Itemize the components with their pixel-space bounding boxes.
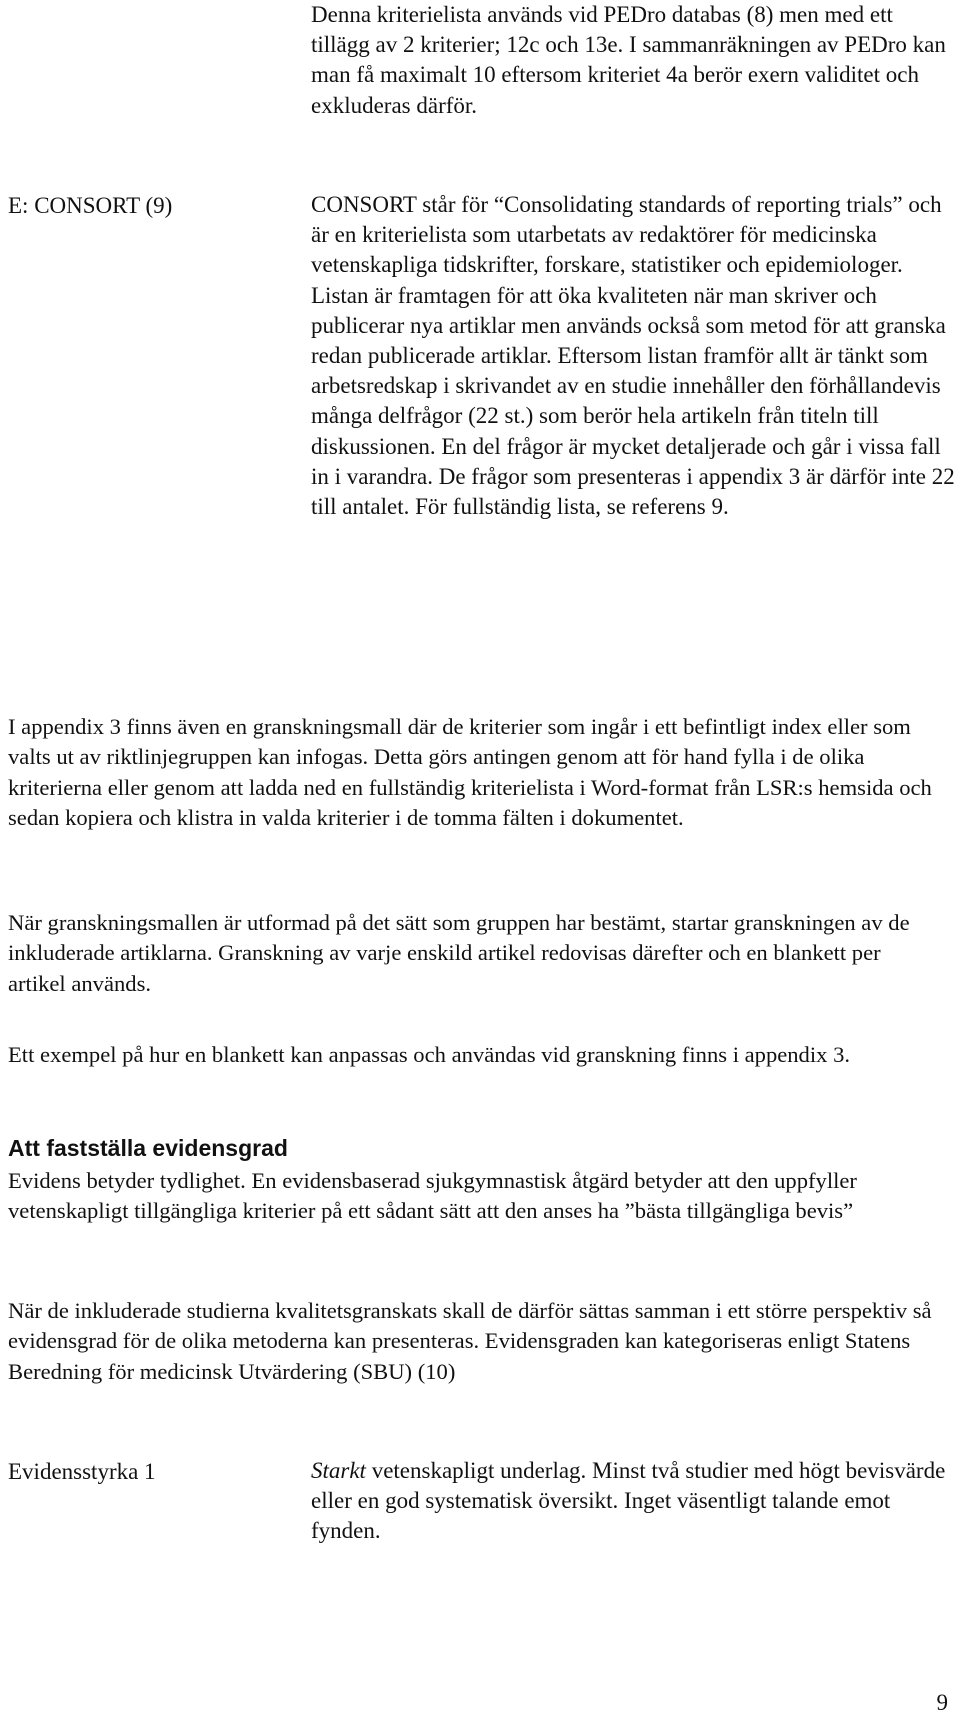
example-paragraph: Ett exempel på hur en blankett kan anpassas och användas vid granskning finns i appendix 3.	[8, 1042, 851, 1067]
pedro-note: Denna kriterielista används vid PEDro databas (8) men med ett tillägg av 2 kriterier; 12c och 13e. I sammanräkningen av PEDro kan man få maximalt 10 eftersom kriteriet 4a berör exern validitet och exkluderas därför.	[311, 2, 946, 118]
granskningsmall-paragraph: När granskningsmallen är utformad på det sätt som gruppen har bestämt, startar granskningen av de inkluderade artiklarna. Granskning av varje enskild artikel redovisas därefter och en blankett per artikel används.	[8, 910, 910, 996]
section-heading: Att fastställa evidensgrad	[8, 1135, 288, 1161]
appendix-paragraph: I appendix 3 finns även en granskningsmall där de kriterier som ingår i ett befintligt index eller som valts ut av riktlinjegruppen kan infogas. Detta görs antingen genom att för hand fylla i de olika kriterierna eller genom att ladda ned en fullständig kriterielista i Word-format från LSR:s hemsida och sedan kopiera och klistra in valda kriterier i de tomma fälten i dokumentet.	[8, 714, 932, 831]
kvalitet-paragraph: När de inkluderade studierna kvalitetsgranskats skall de därför sättas samman i ett större perspektiv så evidensgrad för de olika metoderna kan presenteras. Evidensgraden kan kategoriseras enligt Statens Beredning för medicinsk Utvärdering (SBU) (10)	[8, 1298, 932, 1384]
page-number: 9	[936, 1690, 948, 1715]
evidensstyrka-description	[311, 1456, 951, 1547]
evidens-paragraph: Evidens betyder tydlighet. En evidensbaserad sjukgymnastisk åtgärd betyder att den uppfyller vetenskapligt tillgängliga kriterier på ett sådant sätt att den anses ha ”bästa tillgängliga bevis”	[8, 1168, 857, 1224]
evidensstyrka-term: Starkt	[311, 1458, 366, 1483]
consort-description: CONSORT står för “Consolidating standards of reporting trials” och är en kriterielista som utarbetats av redaktörer för medicinska vetenskapliga tidskrifter, forskare, statistiker och epidemiologer. Listan är framtagen för att öka kvaliteten när man skriver och publicerar nya artiklar men används också som metod för att granska redan publicerade artiklar. Eftersom listan framför allt är tänkt som arbetsredskap i skrivandet av en studie innehåller den förhållandevis många delfrågor (22 st.) som berör hela artikeln från titeln till diskussionen. En del frågor är mycket detaljerade och går i vissa fall in i varandra. De frågor som presenteras i appendix 3 är därför inte 22 till antalet. För fullständig lista, se referens 9.	[311, 192, 955, 520]
consort-label: E: CONSORT (9)	[8, 193, 173, 218]
evidensstyrka-label: Evidensstyrka 1	[8, 1459, 156, 1484]
evidensstyrka-text: vetenskapligt underlag. Minst två studier med högt bevisvärde eller en god systematisk översikt. Inget väsentligt talande emot fynden.	[311, 1458, 946, 1544]
